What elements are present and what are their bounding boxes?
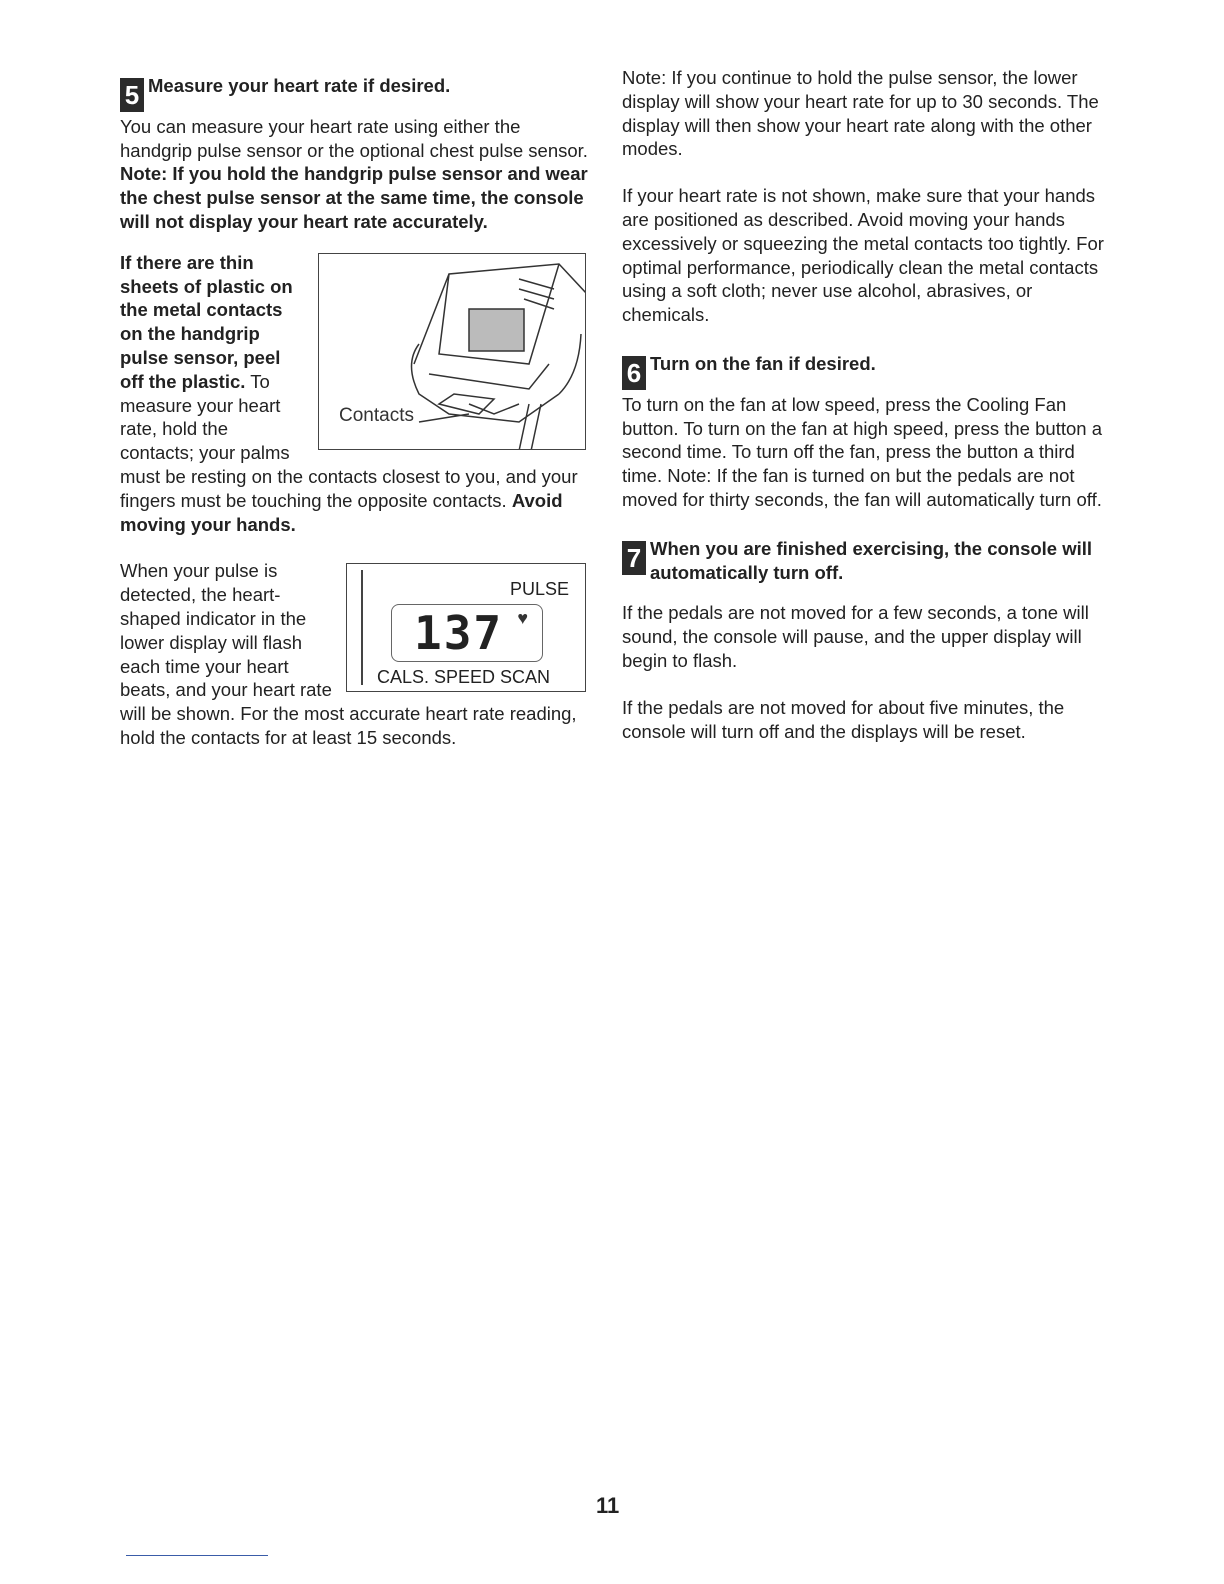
heart-icon: ♥ [517, 608, 528, 629]
contacts-label: Contacts [339, 404, 414, 426]
page-number: 11 [596, 1493, 620, 1518]
left-column [120, 66, 590, 750]
step-5 [120, 74, 590, 110]
avoid-moving-text: Avoid moving your hands. [120, 489, 563, 535]
contacts-figure [318, 253, 586, 450]
note-heart-rate-not-shown: If your heart rate is not shown, make sure that your hands are positioned as described. Avoid moving your hands excessively or squeezing the metal contacts too tightly. For optimal performance, periodically clean the metal contacts using a soft cloth; never use alcohol, abrasives, or chemicals. [622, 185, 1104, 326]
step-7-text-1: If the pedals are not moved for a few seconds, a tone will sound, the console will pause, and the upper display will begin to flash. [622, 602, 1089, 671]
plastic-warning: If there are thin sheets of plastic on the metal contacts on the handgrip pulse sensor, peel off the plastic. [120, 251, 293, 392]
step-5-intro-text: You can measure your heart rate using either the handgrip pulse sensor or the optional chest pulse sensor. [120, 115, 588, 161]
step-5-title: Measure your heart rate if desired. [148, 75, 451, 96]
lcd-screen [391, 604, 543, 662]
step-5-pulse-paragraph [120, 559, 590, 749]
step-7-number: 7 [622, 541, 646, 575]
step-6-title: Turn on the fan if desired. [650, 352, 876, 374]
step-6-text: To turn on the fan at low speed, press the Cooling Fan button. To turn on the fan at high speed, press the button a second time. To turn off the fan, press the button a third time. Note: If the fan is turned on but the pedals are not moved for thirty seconds, the fan will automatically turn off. [622, 393, 1102, 510]
step-6 [622, 352, 1106, 388]
step-7 [622, 537, 1106, 585]
step-5-intro [120, 115, 590, 234]
pulse-display-figure [346, 563, 586, 692]
step-5-number: 5 [120, 78, 144, 112]
hold-contacts-text: To measure your heart rate, hold the contacts; your palms must be resting on the contacts closest to you, and your fingers must be touching the opposite contacts. [120, 370, 578, 511]
pulse-detected-text: When your pulse is detected, the heart-shaped indicator in the lower display will flash each time your heart beats, and your heart rate will be shown. For the most accurate heart rate reading, hold the contacts for at least 15 seconds. [120, 560, 577, 748]
pulse-label: PULSE [509, 579, 569, 600]
right-column [622, 66, 1106, 743]
footer-line [126, 1555, 268, 1556]
step-6-number: 6 [622, 356, 646, 390]
step-5-intro-note: Note: If you hold the handgrip pulse sensor and wear the chest pulse sensor at the same time, the console will not display your heart rate accurately. [120, 163, 588, 232]
note-heart-rate-duration: Note: If you continue to hold the pulse sensor, the lower display will show your heart rate for up to 30 seconds. The display will then show your heart rate along with the other modes. [622, 67, 1099, 160]
step-7-title: When you are finished exercising, the console will automatically turn off. [650, 537, 1093, 583]
display-panel [361, 570, 579, 688]
display-modes: CALS. SPEED SCAN [377, 667, 551, 688]
heart-rate-digits: 137 [414, 606, 504, 661]
step-5-plastic-paragraph [120, 251, 590, 537]
step-7-text-2: If the pedals are not moved for about five minutes, the console will turn off and the displays will be reset. [622, 696, 1065, 742]
